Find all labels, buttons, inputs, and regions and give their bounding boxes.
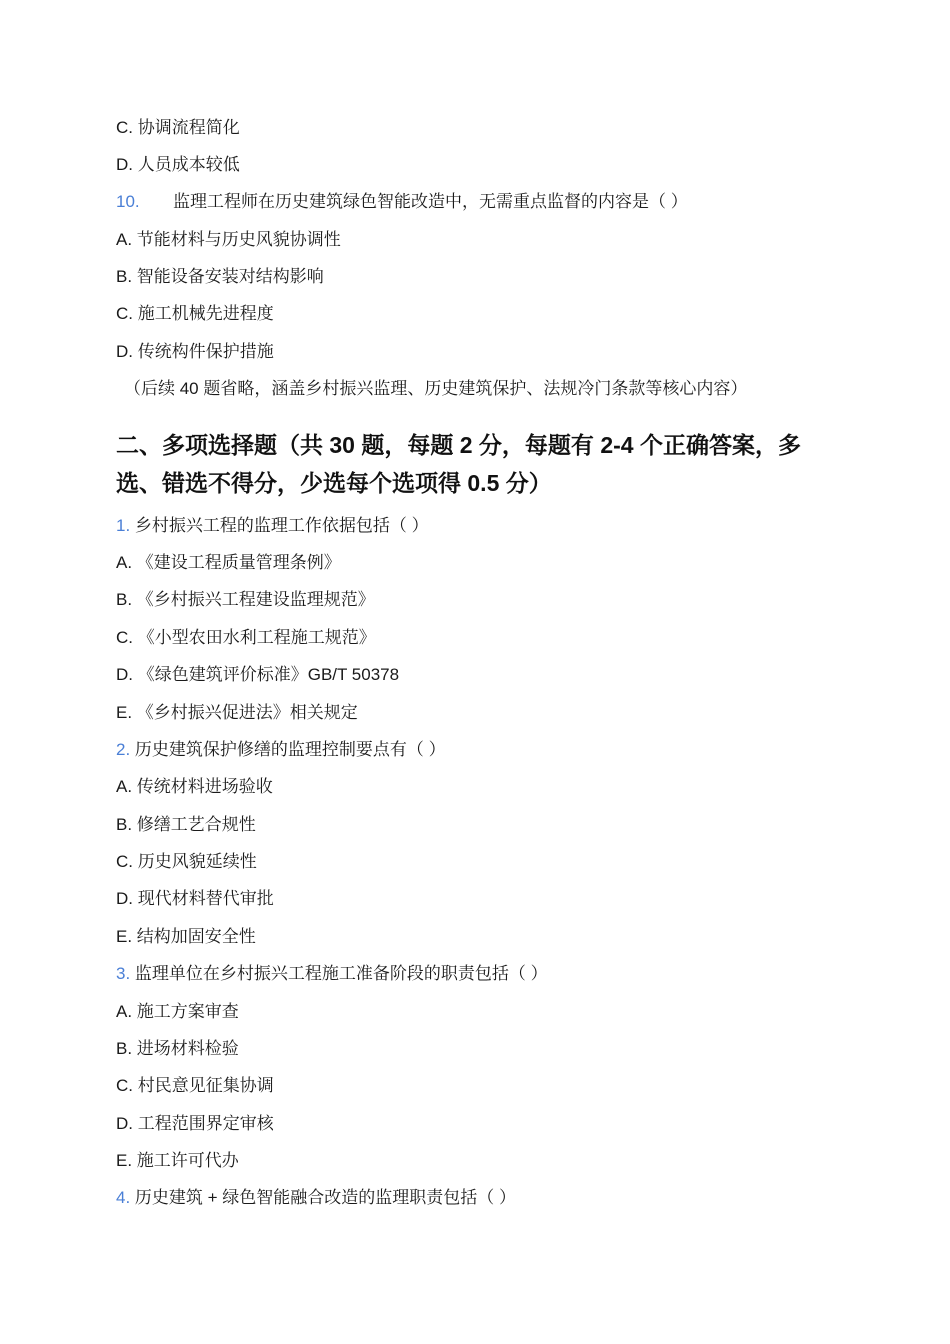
- mq3-option-a: A. 施工方案审查: [116, 1002, 239, 1021]
- mq3-option-b: B. 进场材料检验: [116, 1039, 239, 1058]
- mq4-stem: 历史建筑 + 绿色智能融合改造的监理职责包括（ ）: [134, 1188, 517, 1207]
- mq2-number: 2.: [116, 740, 131, 759]
- q10-number: 10.: [116, 192, 140, 211]
- mq1-number: 1.: [116, 516, 131, 535]
- mq3-stem: 监理单位在乡村振兴工程施工准备阶段的职责包括（ ）: [134, 964, 548, 983]
- mq1-stem: 乡村振兴工程的监理工作依据包括（ ）: [134, 516, 429, 535]
- q9-option-d: D. 人员成本较低: [116, 155, 240, 174]
- mq2-option-c: C. 历史风貌延续性: [116, 852, 257, 871]
- q10-option-d: D. 传统构件保护措施: [116, 342, 274, 361]
- omitted-questions-note: （后续 40 题省略，涵盖乡村振兴监理、历史建筑保护、法规冷门条款等核心内容）: [124, 379, 748, 398]
- mq2-option-b: B. 修缮工艺合规性: [116, 815, 256, 834]
- mq3-option-c: C. 村民意见征集协调: [116, 1076, 274, 1095]
- mq2-stem-line: [116, 739, 446, 761]
- mq2-option-a: A. 传统材料进场验收: [116, 777, 273, 796]
- mq2-stem: 历史建筑保护修缮的监理控制要点有（ ）: [134, 740, 446, 759]
- mq4-number: 4.: [116, 1188, 131, 1207]
- mq2-option-e: E. 结构加固安全性: [116, 927, 256, 946]
- mq4-stem-line: [116, 1187, 516, 1209]
- mq1-option-a: A. 《建设工程质量管理条例》: [116, 553, 341, 572]
- mq2-option-d: D. 现代材料替代审批: [116, 889, 274, 908]
- mq3-option-d: D. 工程范围界定审核: [116, 1114, 274, 1133]
- mq3-number: 3.: [116, 964, 131, 983]
- mq1-stem-line: [116, 515, 429, 537]
- mq1-option-c: C. 《小型农田水利工程施工规范》: [116, 628, 376, 647]
- q10-option-a: A. 节能材料与历史风貌协调性: [116, 230, 341, 249]
- mq1-option-b: B. 《乡村振兴工程建设监理规范》: [116, 590, 375, 609]
- q10-option-b: B. 智能设备安装对结构影响: [116, 267, 324, 286]
- mq1-option-e: E. 《乡村振兴促进法》相关规定: [116, 703, 358, 722]
- q10-stem-line: [116, 191, 688, 213]
- q10-option-c: C. 施工机械先进程度: [116, 304, 274, 323]
- q9-option-c: C. 协调流程简化: [116, 118, 240, 137]
- mq1-option-d: D. 《绿色建筑评价标准》GB/T 50378: [116, 665, 400, 684]
- section-2-heading: 二、多项选择题（共 30 题，每题 2 分，每题有 2-4 个正确答案，多选、错选不得分，少选每个选项得 0.5 分）: [116, 432, 801, 496]
- mq3-option-e: E. 施工许可代办: [116, 1151, 239, 1170]
- q10-stem: 监理工程师在历史建筑绿色智能改造中，无需重点监督的内容是（ ）: [173, 192, 688, 211]
- mq3-stem-line: [116, 963, 548, 985]
